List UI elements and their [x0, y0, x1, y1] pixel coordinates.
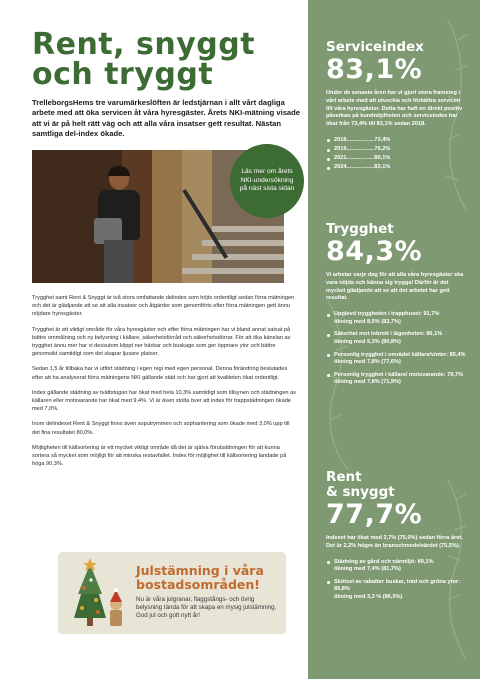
list-item: Säkerhet mot inbrott i lägenheten: 86,1% ökning med 5,3% (80,8%)	[326, 331, 466, 346]
trygghet-description: Vi arbetar varje dag för att alla våra hyresgäster ska vara nöjda och känna sig trygga! Därför är det mycket glädjande att se att det arbetet har gett resultat.	[326, 272, 464, 302]
list-item: Städning av gård och närmiljö: 89,1% ökning med 7,4% (81,7%)	[326, 559, 466, 574]
body-paragraph: Trygghet samt Rent & Snyggt är två stora omfattande delindex som höjts ordentligt sedan förra mätningen och det är glädjande att se att alla insatser och åtgärder som genomförts efter förra mätningen gett ännu nöjdare hyresgäster.	[32, 295, 295, 318]
list-item: Skötsel av rabatter buskar, träd och gröna ytor: 89,8% ökning med 3,3 % (86,5%)	[326, 579, 466, 602]
list-item: 2021..................80,1%	[326, 155, 466, 163]
trygghet-title: Trygghet	[326, 221, 394, 237]
rent-title-line-1: Rent	[326, 469, 362, 485]
body-paragraph: Inom delindexet Rent & Snyggt finns även soputrymmen och sophantering som ökade med 3,0% upp till det fina resultatet 80,0%.	[32, 421, 290, 436]
service-value: 83,1%	[326, 54, 423, 85]
list-item: Personlig trygghet i källare/ motsvarande: 79,7% ökning med 7,8% (71,9%)	[326, 372, 466, 387]
body-paragraph: Index gällande städning av tvättstugan har ökat med hela 10,3% samtidigt som tillsynen och städningen av källaren eller motsvarande har ökat med 9,4%. Vi är även stolta över att index för trappstädningen ökade med 7,0%.	[32, 389, 297, 413]
body-paragraph: Trygghet är ett viktigt område för våra hyresgäster och efter förra mätningen har vi bland annat satsat på bättre ommålning och ny belysning i källare, säkerhetsförråd och säkerhetsdörrar. För att öka känslan av trygghet ännu mer har vi dessutom klippt ner häckar och buskage som ger öppnare ytor och bättre genomsikt samtidigt som det skapar ljusare platser.	[32, 326, 291, 358]
christmas-tree-icon	[66, 558, 134, 630]
body-paragraph: Möjligheten till källsortering är ett mycket viktigt område då det är själva förutsättningen för att kunna sortera så mycket som möjligt för att minska restavfallet. Index för möjlighet till källsortering landade på höga 90,3%.	[32, 444, 287, 468]
trygghet-value: 84,3%	[326, 236, 423, 267]
list-item: 2024..................83,1%	[326, 164, 466, 172]
headline-line-2: och tryggt	[32, 57, 214, 92]
list-item: 2019..................76,2%	[326, 146, 466, 154]
infobox-text: Nu är våra julgranar, flaggstångs- och övrig belysning tända för att skapa en mysig julstämning. God jul och gott nytt år!	[136, 596, 277, 620]
page-title	[32, 27, 302, 92]
rent-description: Indexet har ökat med 2,7% (75,0%) sedan förra året. Det är 2,2% högre än branschmedelvärdet (75,5%).	[326, 535, 463, 549]
trygghet-section	[326, 222, 466, 392]
rent-snyggt-section	[326, 470, 466, 607]
list-item: Personlig trygghet i området källare/vinter: 85,4% ökning med 7,8% (77,6%)	[326, 352, 466, 367]
nki-info-badge: Läs mer om årets NKI-undersökning på näst sista sidan	[230, 144, 304, 218]
service-description: Under de senaste åren har vi gjort stora framsteg i vårt arbete med att utveckla och förbättra servicen till våra hyresgäster. Detta har haft en direkt positiv påverkan på kundnöjdheten och serviceindex har ökat från 73,4% till 83,1% sedan 2018.	[326, 90, 463, 128]
intro-paragraph: TrelleborgsHems tre varumärkeslöften är ledstjärnan i allt vårt dagliga arbete med att öka servicen åt våra hyresgäster. Årets NKI-mätning visade att vi är på helt rätt väg och att alla våra insatser gett resultat. Nästan samtliga del-index ökade.	[32, 98, 301, 139]
rent-list	[326, 559, 466, 602]
list-item: Upplevd tryggheten i trapphuset: 91,7% ökning med 8,0% (83,7%)	[326, 311, 466, 326]
trygghet-list	[326, 311, 466, 387]
list-item: 2018..................73,4%	[326, 137, 466, 145]
rent-title-line-2: & snyggt	[326, 484, 395, 500]
headline-line-1: Rent, snyggt	[32, 27, 256, 62]
rent-value: 77,7%	[326, 499, 423, 530]
service-section	[326, 40, 466, 173]
body-paragraph: Sedan 1,5 år tillbaka har vi utfört städning i egen regi med egen personal. Denna förändring beslutades efter att ha analyserat förra mätningens NKI gällande städ och har gjort att kvaliteten ökat ordentligt.	[32, 366, 288, 381]
service-year-list	[326, 137, 466, 172]
christmas-infobox	[58, 552, 286, 634]
article-body	[32, 294, 298, 475]
rent-title	[326, 470, 466, 500]
service-title: Serviceindex	[326, 39, 424, 55]
infobox-title: Julstämning i våra bostadsområden!	[136, 563, 264, 592]
